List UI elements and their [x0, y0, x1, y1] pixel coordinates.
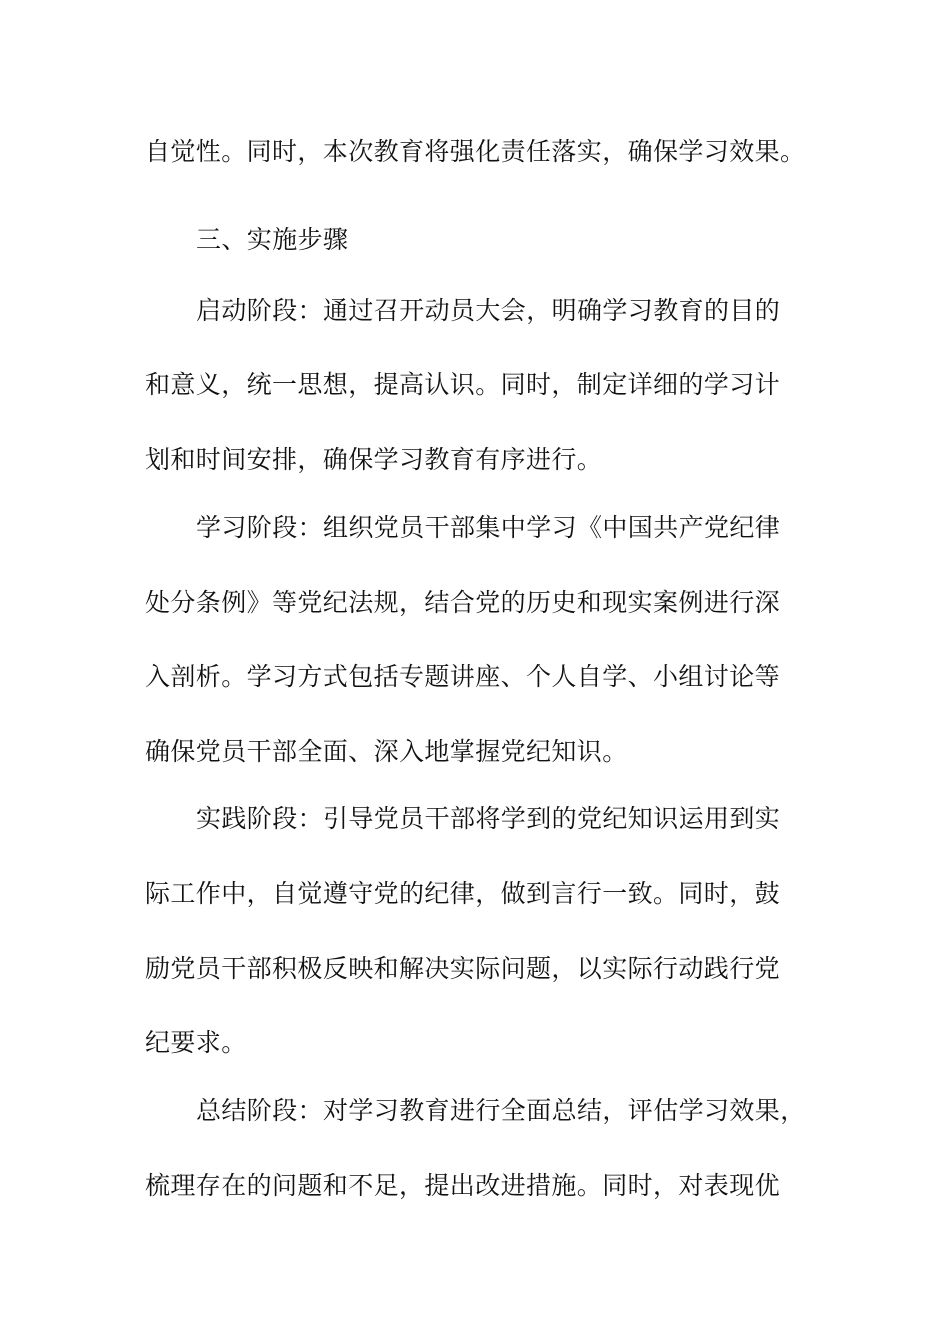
- text-line: 确保党员干部全面、深入地掌握党纪知识。: [145, 737, 628, 766]
- text-line: 总结阶段：对学习教育进行全面总结，评估学习效果，: [196, 1096, 806, 1125]
- text-line: 启动阶段：通过召开动员大会，明确学习教育的目的: [196, 296, 781, 325]
- text-line: 划和时间安排，确保学习教育有序进行。: [145, 445, 603, 474]
- text-line: 实践阶段：引导党员干部将学到的党纪知识运用到实: [196, 804, 781, 833]
- text-line: 纪要求。: [145, 1028, 247, 1057]
- text-line: 和意义，统一思想，提高认识。同时，制定详细的学习计: [145, 370, 781, 399]
- text-line: 学习阶段：组织党员干部集中学习《中国共产党纪律: [196, 513, 781, 542]
- text-line: 励党员干部积极反映和解决实际问题，以实际行动践行党: [145, 954, 781, 983]
- text-line: 自觉性。同时，本次教育将强化责任落实，确保学习效果。: [145, 137, 806, 166]
- text-line: 入剖析。学习方式包括专题讲座、个人自学、小组讨论等: [145, 662, 781, 691]
- text-line: 梳理存在的问题和不足，提出改进措施。同时，对表现优: [145, 1171, 781, 1200]
- text-line: 际工作中，自觉遵守党的纪律，做到言行一致。同时，鼓: [145, 879, 781, 908]
- section-heading: 三、实施步骤: [196, 225, 349, 254]
- text-line: 处分条例》等党纪法规，结合党的历史和现实案例进行深: [145, 588, 781, 617]
